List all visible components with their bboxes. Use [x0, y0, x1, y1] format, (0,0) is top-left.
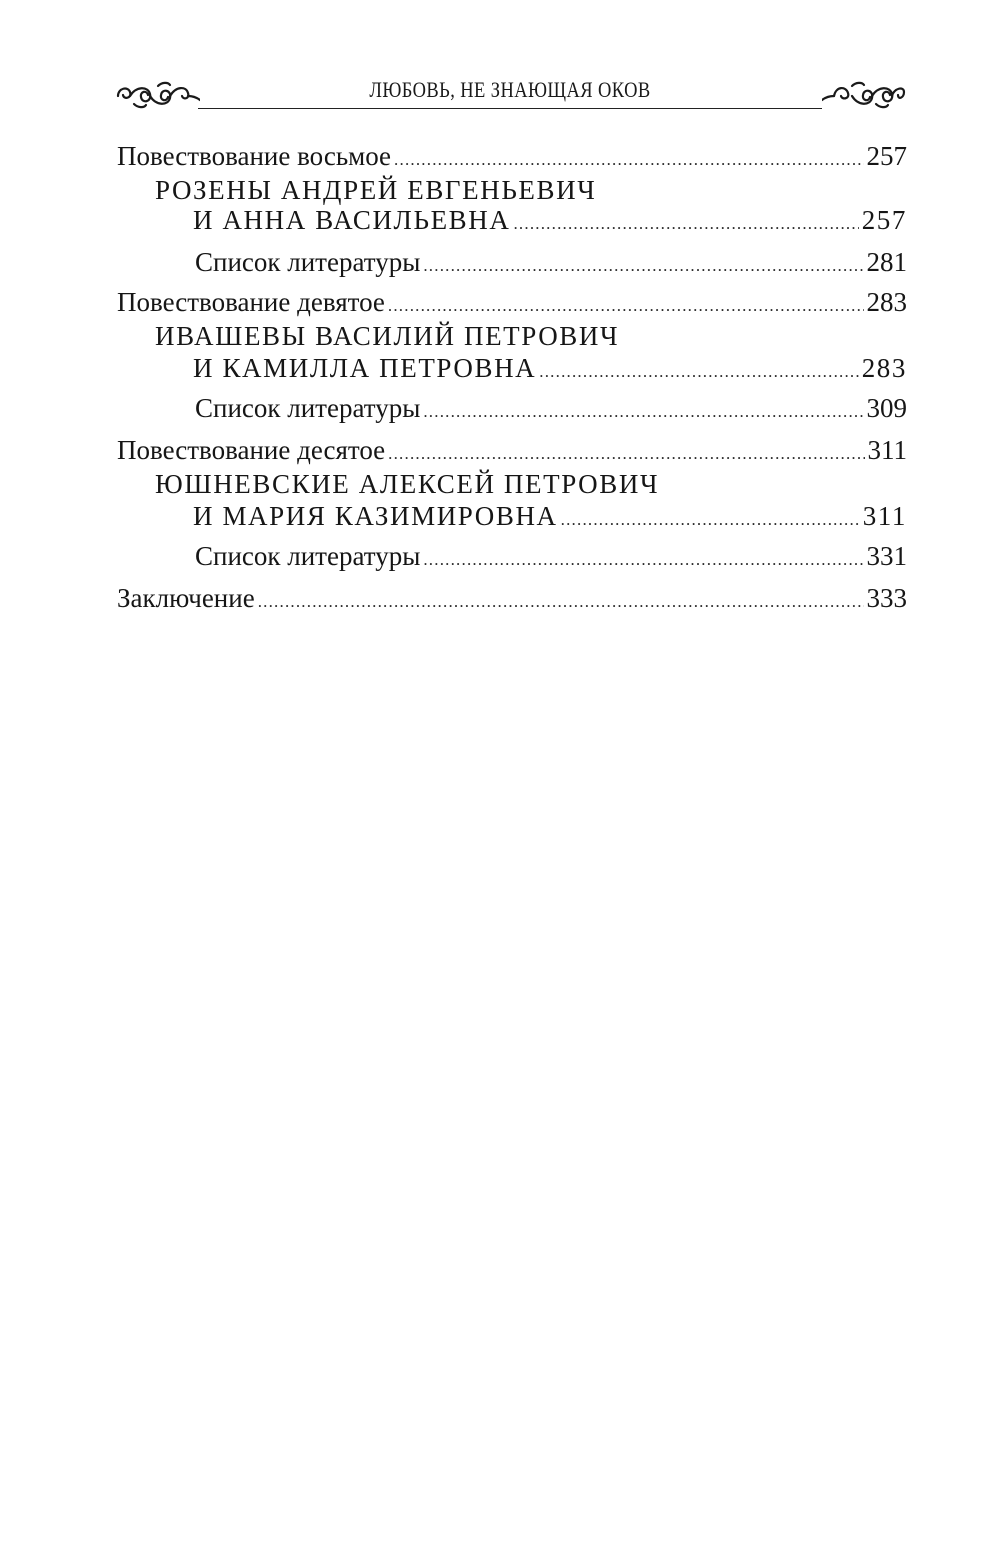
- dot-leader: [513, 204, 858, 244]
- dot-leader: [258, 582, 864, 622]
- toc-literature-label: Список литературы: [195, 247, 421, 277]
- toc-literature-entry[interactable]: [195, 242, 907, 282]
- toc-subentry-page: 257: [861, 205, 907, 235]
- toc-subentry-line: ЮШНЕВСКИЕ АЛЕКСЕЙ ПЕТРОВИЧ: [155, 469, 660, 499]
- dot-leader: [423, 540, 863, 580]
- dot-leader: [561, 500, 860, 540]
- toc-literature-label: Список литературы: [195, 541, 421, 571]
- toc-literature-page: 309: [866, 393, 907, 423]
- toc-subentry-page: 311: [862, 501, 907, 531]
- toc-entry-page: 257: [866, 141, 907, 171]
- dot-leader: [539, 352, 858, 392]
- dot-leader: [423, 392, 863, 432]
- toc-subentry-title: И КАМИЛЛА ПЕТРОВНА: [193, 353, 537, 383]
- running-title: ЛЮБОВЬ, НЕ ЗНАЮЩАЯ ОКОВ: [369, 77, 651, 102]
- toc-entry-page: 283: [866, 287, 907, 317]
- toc-subentry-title: И АННА ВАСИЛЬЕВНА: [193, 205, 511, 235]
- running-header: [112, 68, 908, 120]
- toc-subentry-line: ИВАШЕВЫ ВАСИЛИЙ ПЕТРОВИЧ: [155, 321, 620, 351]
- toc-literature-entry[interactable]: [195, 388, 907, 428]
- toc-entry-page: 333: [866, 583, 907, 613]
- toc-subentry-yushnevskie[interactable]: [193, 496, 907, 536]
- toc-subentry-title: И МАРИЯ КАЗИМИРОВНА: [193, 501, 558, 531]
- toc-entry-conclusion[interactable]: [117, 578, 907, 618]
- toc-entry-title: Повествование девятое: [117, 287, 385, 317]
- toc-entry-title: Повествование десятое: [117, 435, 386, 465]
- toc-entry-page: 311: [867, 435, 907, 465]
- toc-subentry-line: РОЗЕНЫ АНДРЕЙ ЕВГЕНЬЕВИЧ: [155, 175, 597, 205]
- header-rule: [198, 108, 822, 109]
- toc-entry-title: Заключение: [117, 583, 255, 613]
- toc-literature-entry[interactable]: [195, 536, 907, 576]
- toc-literature-page: 331: [866, 541, 907, 571]
- toc-entry-title: Повествование восьмое: [117, 141, 392, 171]
- scroll-ornament-icon: [822, 78, 908, 114]
- toc-subentry-page: 283: [861, 353, 907, 383]
- dot-leader: [423, 246, 863, 286]
- toc-subentry-rozeny[interactable]: [193, 200, 907, 240]
- toc-literature-label: Список литературы: [195, 393, 421, 423]
- toc-subentry-ivashevy[interactable]: [193, 348, 907, 388]
- toc-literature-page: 281: [866, 247, 907, 277]
